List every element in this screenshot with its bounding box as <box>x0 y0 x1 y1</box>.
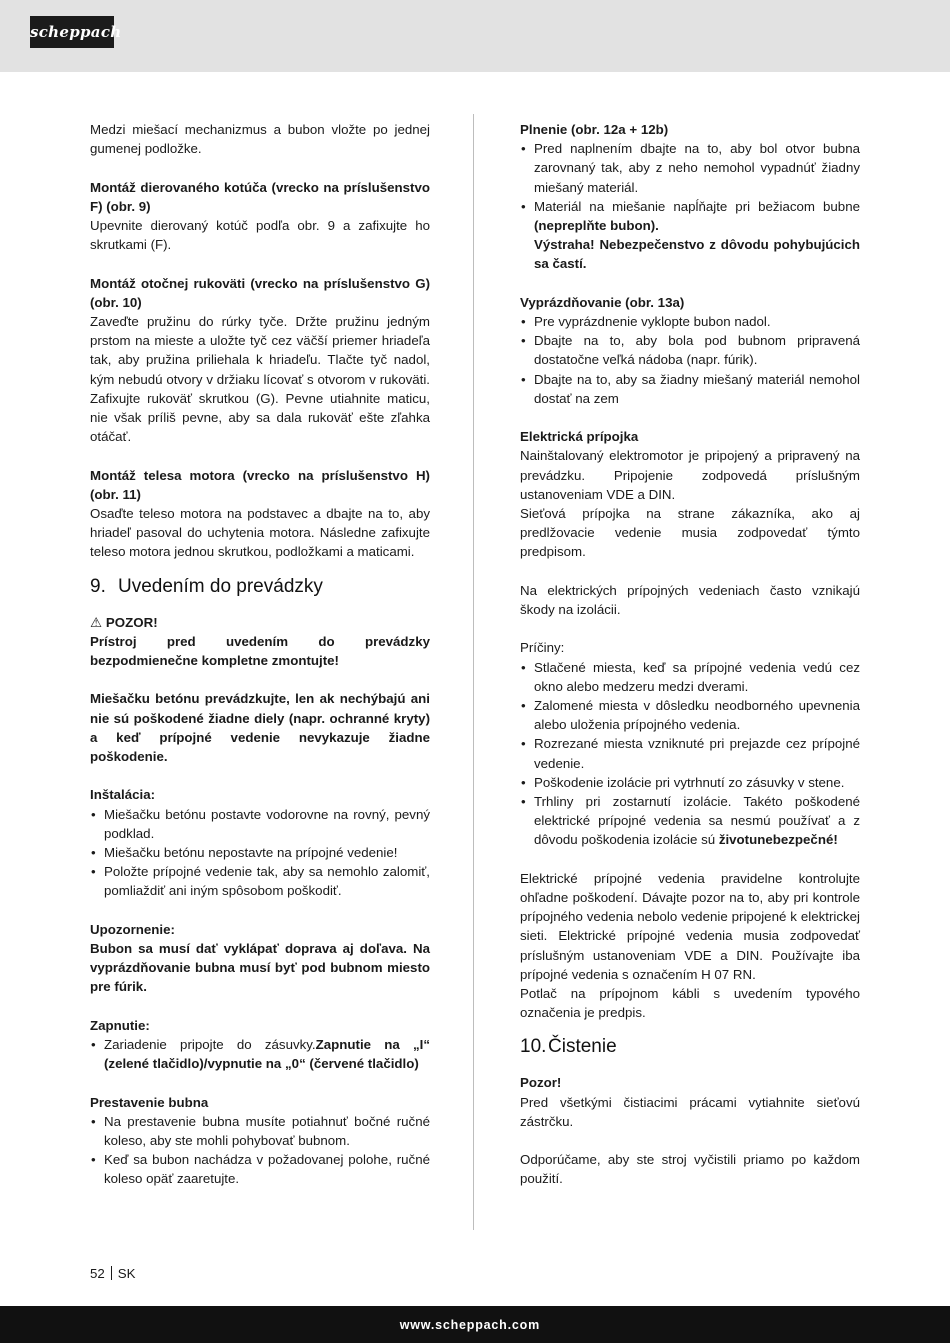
column-divider <box>473 114 474 1230</box>
list-item: • Rozrezané miesta vzniknuté pri prejazde cez prípojné vedenie. <box>520 734 860 772</box>
installation-title: Inštalácia: <box>90 787 156 803</box>
list-item: • Na prestavenie bubna musíte potiahnuť bočné ručné koleso, aby ste mohli pohybovať bubnom. <box>90 1112 430 1150</box>
cleaning-caution-title: Pozor! <box>520 1075 562 1091</box>
footer-bar <box>0 1306 950 1343</box>
list-item: • Položte prípojné vedenie tak, aby sa nemohlo zalomiť, pomliaždiť ani iným spôsobom poškodiť. <box>90 862 430 900</box>
list-item: • Poškodenie izolácie pri vytrhnutí zo zásuvky v stene. <box>520 773 860 792</box>
list-item: • Materiál na miešanie napĺňajte pri bežiacom bubne (nepreplňte bubon). Výstraha! Nebezpečenstvo z dôvodu pohybujúcich sa častí. <box>520 197 860 274</box>
intro-text: Medzi miešací mechanizmus a bubon vložte po jednej gumenej podložke. <box>90 122 430 157</box>
warning-text-assemble: Prístroj pred uvedením do prevádzky bezpodmienečne kompletne zmontujte! <box>90 633 430 669</box>
installation-list <box>90 805 430 901</box>
chapter-heading-10: 10.Čistenie <box>520 1036 617 1058</box>
left-column <box>90 120 430 1189</box>
page-number: 52 SK <box>90 1266 136 1281</box>
emptying-title: Vyprázdňovanie (obr. 13a) <box>520 294 685 310</box>
electrical-text: Sieťová prípojka na strane zákazníka, ako aj predlžovacie vedenie musia zodpovedať týmto predpisom. <box>520 506 860 560</box>
warning-text-operate: Miešačku betónu prevádzkujte, len ak nechýbajú ani nie sú poškodené žiadne diely (napr. ochranné kryty) a keď prípojné vedenie nevykazuje žiadne poškodenie. <box>90 691 430 765</box>
emptying-list <box>520 312 860 408</box>
filling-title: Plnenie (obr. 12a + 12b) <box>520 122 669 137</box>
electrical-text: Elektrické prípojné vedenia pravidelne kontrolujte ohľadne poškodení. Dávajte pozor na to, aby pri kontrole prípojného vedenia nebolo vedenie pripojené k elektrickej sieti. Elektrické prípojné vedenia musia zodpovedať príslušným ustanoveniam VDE a DIN. Používajte iba prípojné vedenia s označením H 07 RN. <box>520 870 860 982</box>
drum-adjust-list <box>90 1112 430 1189</box>
section-title-motor: Montáž telesa motora (vrecko na príslušenstvo H) (obr. 11) <box>90 467 430 502</box>
section-text-motor: Osaďte teleso motora na podstavec a dbajte na to, aby hriadeľ pasoval do uchytenia motora. Následne zafixujte teleso motora jednou skrutkou, podložkami a maticami. <box>90 506 430 560</box>
notice-text: Bubon sa musí dať vyklápať doprava aj doľava. Na vyprázdňovanie bubna musí byť pod bubnom miesto pre fúrik. <box>90 941 430 995</box>
notice-title: Upozornenie: <box>90 921 175 937</box>
electrical-text: Na elektrických prípojných vedeniach často vznikajú škody na izolácii. <box>520 582 860 618</box>
list-item: • Keď sa bubon nachádza v požadovanej polohe, ručné koleso opäť zaaretujte. <box>90 1150 430 1188</box>
list-item: • Dbajte na to, aby sa žiadny miešaný materiál nemohol dostať na zem <box>520 370 860 408</box>
header-bar <box>0 0 950 72</box>
section-title-handle: Montáž otočnej rukoväti (vrecko na príslušenstvo G) (obr. 10) <box>90 275 430 310</box>
list-item: • Stlačené miesta, keď sa prípojné vedenia vedú cez okno alebo medzeru medzi dverami. <box>520 658 860 696</box>
causes-list <box>520 658 860 850</box>
section-text-disc: Upevnite dierovaný kotúč podľa obr. 9 a zafixujte ho skrutkami (F). <box>90 218 430 253</box>
section-title-disc: Montáž dierovaného kotúča (vrecko na príslušenstvo F) (obr. 9) <box>90 179 430 214</box>
electrical-text: Nainštalovaný elektromotor je pripojený a pripravený na prevádzku. Pripojenie zodpovedá príslušným ustanoveniam VDE a DIN. <box>520 448 860 502</box>
filling-list <box>520 139 860 273</box>
switch-on-list <box>90 1035 430 1073</box>
list-item: • Pred naplnením dbajte na to, aby bol otvor bubna zarovnaný tak, aby z neho nemohol vypadnúť žiadny miešaný materiál. <box>520 139 860 197</box>
website-url[interactable]: www.scheppach.com <box>399 1318 540 1332</box>
cleaning-text: Odporúčame, aby ste stroj vyčistili priamo po každom použití. <box>520 1152 860 1187</box>
list-item: • Dbajte na to, aby bola pod bubnom pripravená dostatočne veľká nádoba (napr. fúrik). <box>520 331 860 369</box>
warning-icon: ⚠ <box>90 614 102 630</box>
electrical-title: Elektrická prípojka <box>520 429 639 445</box>
cleaning-text: Pred všetkými čistiacimi prácami vytiahnite sieťovú zástrčku. <box>520 1094 860 1129</box>
list-item: • Miešačku betónu postavte vodorovne na rovný, pevný podklad. <box>90 805 430 843</box>
drum-adjust-title: Prestavenie bubna <box>90 1094 209 1110</box>
brand-logo: scheppach <box>30 16 114 48</box>
list-item: • Trhliny pri zostarnutí izolácie. Takéto poškodené elektrické prípojné vedenia sa nesmú používať a z dôvodu poškodenia izolácie sú životunebezpečné! <box>520 792 860 850</box>
chapter-heading-9: 9. Uvedením do prevádzky <box>90 575 323 597</box>
electrical-text: Potlač na prípojnom kábli s uvedením typového označenia je predpis. <box>520 986 860 1021</box>
list-item: • Zariadenie pripojte do zásuvky.Zapnutie na „I“ (zelené tlačidlo)/vypnutie na „0“ (červené tlačidlo) <box>90 1035 430 1073</box>
list-item: • Zalomené miesta v dôsledku neodborného upevnenia alebo uloženia prípojného vedenia. <box>520 696 860 734</box>
right-column <box>520 120 860 1189</box>
causes-title: Príčiny: <box>520 640 565 656</box>
list-item: • Pre vyprázdnenie vyklopte bubon nadol. <box>520 312 860 331</box>
caution-label: ⚠ POZOR! <box>90 613 430 632</box>
switch-on-title: Zapnutie: <box>90 1017 150 1033</box>
section-text-handle: Zaveďte pružinu do rúrky tyče. Držte pružinu jedným prstom na mieste a uložte tyč cez väčší priemer hriadeľa tak, aby pružina priliehala k hriadeľu. Tlačte tyč nadol, kým nebudú otvory v držiaku lícovať s otvorom v rukoväti. Zafixujte rukoväť skrutkou (G). Pevne utiahnite maticu, nie však príliš pevne, aby sa dala rukoväť ešte zľahka otáčať. <box>90 314 430 445</box>
list-item: • Miešačku betónu nepostavte na prípojné vedenie! <box>90 843 430 862</box>
